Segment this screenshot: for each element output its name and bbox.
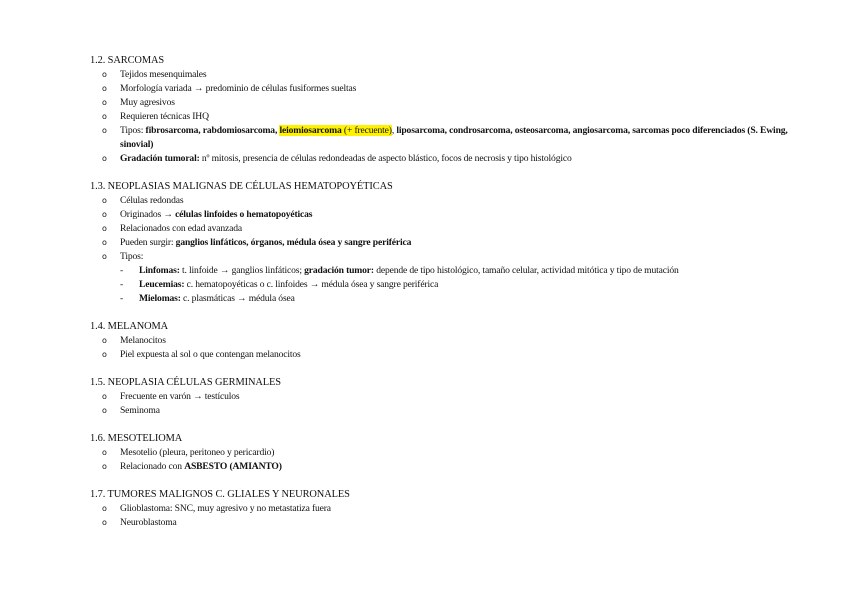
item-text: Piel expuesta al sol o que contengan melanocitos bbox=[120, 349, 301, 360]
item-text: depende de tipo histológico, tamaño celular, actividad mitótica y tipo de mutación bbox=[373, 265, 679, 276]
section-title: 1.6. MESOTELIOMA bbox=[90, 433, 183, 444]
section-melanoma bbox=[90, 320, 790, 362]
section-sarcomas bbox=[90, 54, 790, 166]
list-item bbox=[90, 110, 790, 124]
bullet: o bbox=[102, 252, 107, 261]
item-text: Mesotelio (pleura, peritoneo y pericardio) bbox=[120, 447, 275, 458]
bullet: o bbox=[102, 462, 107, 471]
dash-bullet: - bbox=[120, 265, 124, 276]
sub-list-item bbox=[90, 278, 790, 292]
list-item bbox=[90, 404, 790, 418]
item-text: c. plasmáticas → médula ósea bbox=[180, 293, 295, 304]
bullet: o bbox=[102, 154, 107, 163]
bullet: o bbox=[102, 196, 107, 205]
item-bold: Leucemias: bbox=[139, 279, 185, 290]
bullet: o bbox=[102, 70, 107, 79]
list-item bbox=[90, 236, 790, 250]
bullet: o bbox=[102, 336, 107, 345]
item-text: Frecuente en varón → testículos bbox=[120, 391, 240, 402]
section-title: 1.2. SARCOMAS bbox=[90, 55, 165, 66]
list-item bbox=[90, 446, 790, 460]
item-text: Originados → bbox=[120, 209, 176, 220]
list-item bbox=[90, 208, 790, 222]
item-text: t. linfoide → ganglios linfáticos; bbox=[179, 265, 305, 276]
item-text: (+ frecuente) bbox=[341, 125, 392, 136]
item-text: Muy agresivos bbox=[120, 97, 175, 108]
bullet: o bbox=[102, 504, 107, 513]
item-text: , bbox=[391, 125, 397, 136]
bullet: o bbox=[102, 406, 107, 415]
list-item bbox=[90, 222, 790, 236]
item-bold: liposarcoma, condrosarcoma, osteosarcoma, angiosarcoma, sarcomas poco diferenciados (S. Ewing, sinovial) bbox=[120, 125, 788, 150]
section-hematopoyeticas bbox=[90, 180, 790, 306]
section-title: 1.7. TUMORES MALIGNOS C. GLIALES Y NEURONALES bbox=[90, 489, 350, 500]
list-item bbox=[90, 390, 790, 404]
bullet: o bbox=[102, 448, 107, 457]
bullet: o bbox=[102, 126, 107, 135]
item-text: Pueden surgir: bbox=[120, 237, 176, 248]
bullet: o bbox=[102, 84, 107, 93]
section-gliales bbox=[90, 488, 790, 530]
section-title: 1.3. NEOPLASIAS MALIGNAS DE CÉLULAS HEMATOPOYÉTICAS bbox=[90, 181, 393, 192]
list-item bbox=[90, 96, 790, 110]
item-text: Requieren técnicas IHQ bbox=[120, 111, 209, 122]
bullet: o bbox=[102, 392, 107, 401]
bullet: o bbox=[102, 518, 107, 527]
item-text: Tejidos mesenquimales bbox=[120, 69, 207, 80]
item-bold: células linfoides o hematopoyéticas bbox=[175, 209, 313, 220]
item-text: Neuroblastoma bbox=[120, 517, 177, 528]
list-item bbox=[90, 82, 790, 96]
list-item bbox=[90, 516, 790, 530]
bullet: o bbox=[102, 224, 107, 233]
item-text: Tipos: bbox=[120, 125, 146, 136]
item-bold: ganglios linfáticos, órganos, médula ósea y sangre periférica bbox=[175, 237, 412, 248]
sub-list-item bbox=[90, 292, 790, 306]
item-text: c. hematopoyéticas o c. linfoides → médula ósea y sangre periférica bbox=[184, 279, 439, 290]
item-text: Relacionado con bbox=[120, 461, 185, 472]
section-germinales bbox=[90, 376, 790, 418]
item-text: Seminoma bbox=[120, 405, 160, 416]
list-item bbox=[90, 348, 790, 362]
bullet: o bbox=[102, 112, 107, 121]
section-title: 1.5. NEOPLASIA CÉLULAS GERMINALES bbox=[90, 377, 281, 388]
item-bold: Gradación tumoral: bbox=[120, 153, 200, 164]
bullet: o bbox=[102, 210, 107, 219]
item-text: Morfología variada → predominio de células fusiformes sueltas bbox=[120, 83, 357, 94]
item-bold: fibrosarcoma, rabdomiosarcoma, bbox=[145, 125, 280, 136]
item-text: Células redondas bbox=[120, 195, 184, 206]
item-text: Glioblastoma: SNC, muy agresivo y no metastatiza fuera bbox=[120, 503, 331, 514]
list-item bbox=[90, 68, 790, 82]
list-item bbox=[90, 194, 790, 208]
dash-bullet: - bbox=[120, 293, 124, 304]
list-item bbox=[90, 460, 790, 474]
item-bold: Mielomas: bbox=[139, 293, 181, 304]
dash-bullet: - bbox=[120, 279, 124, 290]
item-text: nº mitosis, presencia de células redondeadas de aspecto blástico, focos de necrosis y tipo histológico bbox=[199, 153, 572, 164]
item-text: Tipos: bbox=[120, 251, 144, 262]
item-text: Melanocitos bbox=[120, 335, 166, 346]
bullet: o bbox=[102, 98, 107, 107]
item-bold: leiomiosarcoma bbox=[279, 125, 342, 136]
item-bold: gradación tumor: bbox=[304, 265, 374, 276]
item-bold: Linfomas: bbox=[139, 265, 180, 276]
sub-list-item bbox=[90, 264, 790, 278]
section-mesotelioma bbox=[90, 432, 790, 474]
list-item bbox=[90, 250, 790, 264]
list-item bbox=[90, 334, 790, 348]
item-bold: ASBESTO (AMIANTO) bbox=[184, 461, 282, 472]
bullet: o bbox=[102, 238, 107, 247]
highlighted-text bbox=[279, 125, 391, 136]
bullet: o bbox=[102, 350, 107, 359]
list-item-tipos bbox=[90, 124, 790, 152]
item-text: Relacionados con edad avanzada bbox=[120, 223, 243, 234]
list-item bbox=[90, 152, 790, 166]
section-title: 1.4. MELANOMA bbox=[90, 321, 169, 332]
list-item bbox=[90, 502, 790, 516]
